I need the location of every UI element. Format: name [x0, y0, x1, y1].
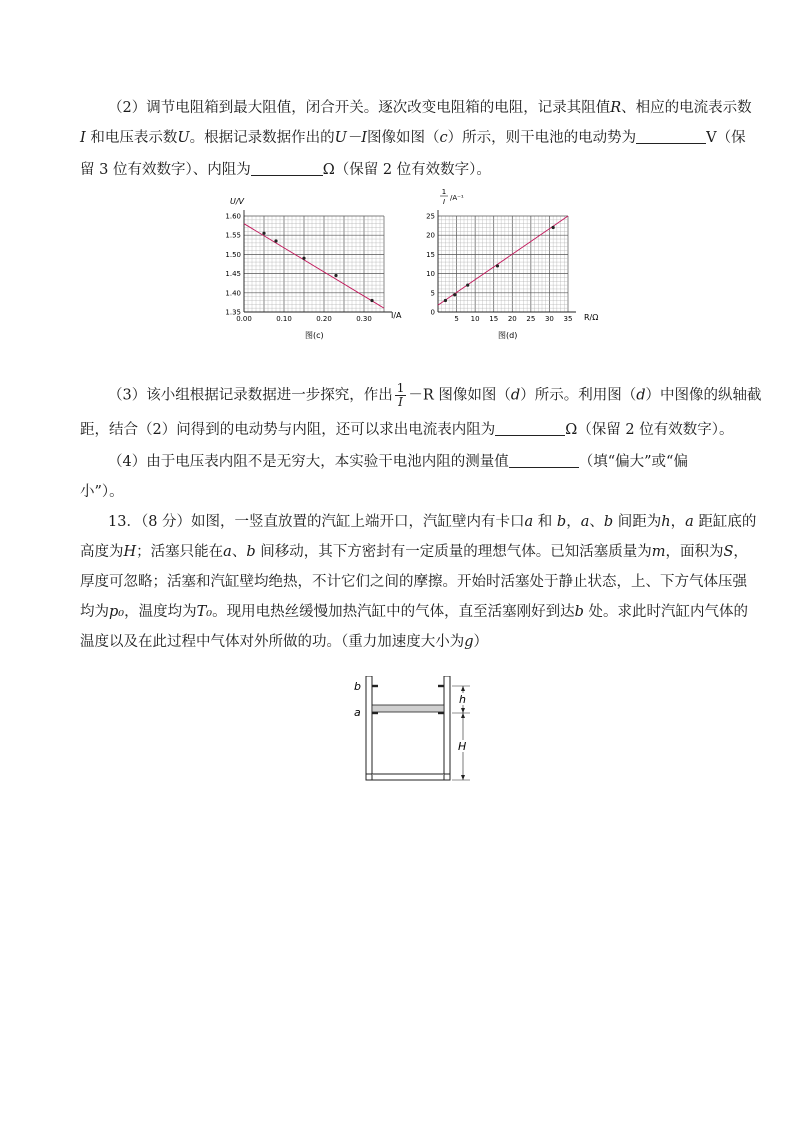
data-point — [444, 299, 447, 302]
q12-part2-line2: I 和电压表示数U。根据记录数据作出的U－I图像如图（c）所示，则干电池的电动势为 V（保 — [80, 130, 746, 146]
x-tick-label: 0.00 — [236, 315, 252, 323]
y-tick-label: 10 — [426, 270, 435, 279]
cylinder-left-wall — [366, 676, 372, 780]
data-point — [262, 232, 265, 235]
y-tick-label: 0 — [430, 308, 435, 317]
y-tick-label: 1.35 — [225, 308, 241, 317]
figure-d-chart — [418, 186, 618, 342]
x-tick-label: 20 — [507, 315, 517, 323]
q13-line5: 温度以及在此过程中气体对外所做的功。（重力加速度大小为g） — [80, 634, 489, 650]
label-H: H — [458, 740, 467, 753]
y-tick-label: 5 — [430, 289, 435, 298]
figure-d-caption: 图(d) — [498, 331, 518, 340]
x-tick-label: 0.30 — [356, 315, 372, 323]
q13-line2: 高度为H；活塞只能在a、b 间移动，其下方密封有一定质量的理想气体。已知活塞质量为m，面积为S， — [80, 544, 748, 560]
one-over-i-fraction: $\frac{1}{I}$ — [396, 381, 405, 409]
label-a: a — [354, 706, 361, 719]
y-tick-label: 1.55 — [225, 231, 241, 240]
figure-c-xlabel: I/A — [391, 311, 402, 320]
q12-part4-line2: 小”）。 — [80, 484, 124, 500]
x-tick-label: 5 — [454, 315, 459, 323]
figure-d-ylabel-unit: /A⁻¹ — [450, 194, 464, 202]
figure-d-ylabel-num: 1 — [441, 188, 447, 196]
y-tick-label: 1.45 — [225, 270, 241, 279]
y-tick-label: 1.60 — [225, 212, 241, 221]
data-point — [274, 239, 277, 242]
x-tick-label: 30 — [544, 315, 554, 323]
x-tick-label: 35 — [563, 315, 573, 323]
q12-part2-line3: 留 3 位有效数字）、内阻为 Ω（保留 2 位有效数字）。 — [80, 162, 491, 178]
figure-c-chart — [214, 194, 414, 342]
label-h: h — [459, 693, 466, 706]
data-point — [302, 257, 305, 260]
figure-d-ylabel-den: I — [442, 198, 446, 206]
x-tick-label: 0.10 — [276, 315, 292, 323]
data-point — [453, 293, 456, 296]
figure-d-xlabel: R/Ω — [584, 313, 599, 322]
data-point — [370, 299, 373, 302]
q13-line1: 13．（8 分）如图，一竖直放置的汽缸上端开口，汽缸壁内有卡口a 和 b，a、b 间距为h，a 距缸底的 — [108, 514, 757, 530]
q13-line3: 厚度可忽略；活塞和汽缸壁均绝热，不计它们之间的摩擦。开始时活塞处于静止状态，上、下方气体压强 — [80, 574, 747, 590]
piston — [372, 705, 444, 712]
data-point — [334, 274, 337, 277]
x-tick-label: 10 — [470, 315, 480, 323]
y-tick-label: 20 — [426, 231, 435, 240]
q12-part4-line1: （4）由于电压表内阻不是无穷大，本实验干电池内阻的测量值 （填“偏大”或“偏 — [108, 454, 688, 470]
cylinder-figure — [340, 676, 480, 784]
q13-line4: 均为p₀，温度均为T₀。现用电热丝缓慢加热汽缸中的气体，直至活塞刚好到达b 处。求此时汽缸内气体的 — [80, 604, 748, 620]
emf-blank — [636, 129, 706, 144]
x-tick-label: 0.20 — [316, 315, 332, 323]
ammeter-resistance-blank — [495, 421, 565, 436]
internal-resistance-blank — [251, 161, 323, 176]
figure-c-ylabel: U/V — [230, 197, 245, 206]
figure-c-caption: 图(c) — [305, 331, 324, 340]
x-tick-label: 15 — [489, 315, 499, 323]
x-tick-label: 25 — [526, 315, 536, 323]
q12-part3-line1: （3）该小组根据记录数据进一步探究，作出 $\frac{1}{I}$ －R 图像如图（d）所示。利用图（d）中图像的纵轴截 — [108, 381, 762, 409]
y-tick-label: 1.40 — [225, 289, 241, 298]
data-point — [552, 226, 555, 229]
measurement-blank — [509, 453, 579, 468]
fit-line — [438, 216, 568, 305]
label-b: b — [354, 680, 361, 693]
cylinder-right-wall — [444, 676, 450, 780]
y-tick-label: 1.50 — [225, 250, 241, 259]
data-point — [496, 264, 499, 267]
y-tick-label: 25 — [426, 212, 435, 221]
q12-part3-line2: 距，结合（2）问得到的电动势与内阻，还可以求出电流表内阻为 Ω（保留 2 位有效数字）。 — [80, 422, 734, 438]
data-point — [466, 284, 469, 287]
q12-part2-line1: （2）调节电阻箱到最大阻值，闭合开关。逐次改变电阻箱的电阻，记录其阻值R、相应的电流表示数 — [108, 100, 752, 116]
y-tick-label: 15 — [426, 250, 435, 259]
